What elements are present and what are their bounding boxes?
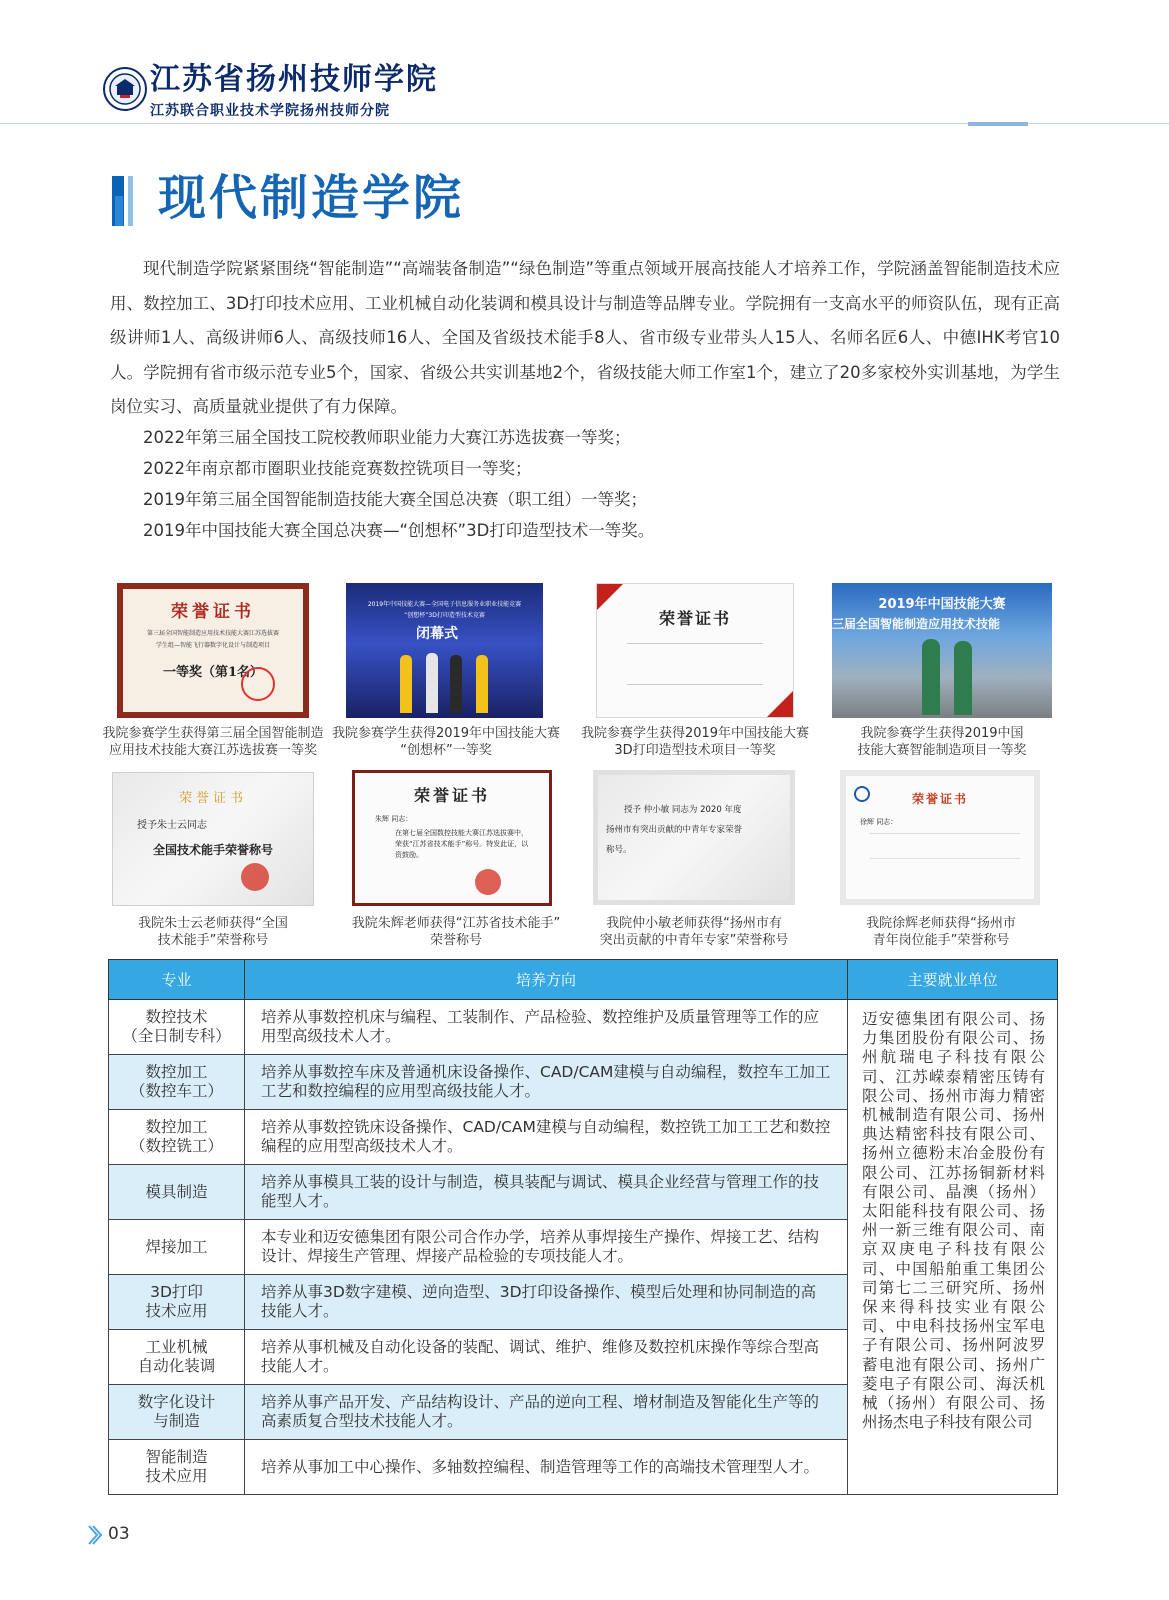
caption-line: 应用技术技能大赛江苏选拔赛一等奖 [108, 743, 317, 758]
photo-caption [826, 915, 1056, 949]
title-marker-light [128, 176, 133, 226]
cert-text-lines [870, 833, 1020, 859]
award-item: 2022年第三届全国技工院校教师职业能力大赛江苏选拔赛一等奖； [143, 428, 631, 447]
people-figures [476, 655, 488, 713]
caption-line: 3D打印造型技术项目一等奖 [614, 743, 776, 758]
major-name: 数控加工 [145, 1063, 208, 1081]
photo-certificate-5 [112, 772, 314, 906]
cert-line: 学生组—智能飞行器数字化设计与制造项目 [155, 642, 270, 649]
school-subtitle: 江苏联合职业技术学院扬州技师分院 [150, 103, 390, 119]
cert-name: 朱辉 同志： [375, 815, 413, 823]
caption-line: 技能大赛智能制造项目一等奖 [857, 743, 1027, 758]
major-name: 模具制造 [145, 1182, 208, 1201]
photo-caption [331, 725, 561, 759]
column-header: 主要就业单位 [848, 960, 1058, 1000]
major-name: 数控技术 [145, 1008, 208, 1026]
major-cell [109, 1330, 245, 1385]
photo-certificate-3 [596, 583, 794, 718]
cert-name: 徐辉 同志： [860, 818, 898, 826]
direction-cell: 培养从事数控车床及普通机床设备操作、CAD/CAM建模与自动编程，数控车工加工工艺和数控编程的应用型高级技能人才。 [245, 1055, 848, 1110]
caption-line: 技术能手”荣誉称号 [157, 933, 269, 948]
direction-cell: 培养从事数控铣床设备操作、CAD/CAM建模与自动编程，数控铣工加工工艺和数控编程的应用型高级技术人才。 [245, 1110, 848, 1165]
direction-cell: 培养从事机械及自动化设备的装配、调试、维护、维修及数控机床操作等综合型高技能人才。 [245, 1330, 848, 1385]
employers-cell: 迈安德集团有限公司、扬力集团股份有限公司、扬州航瑞电子科技有限公司、江苏嵘泰精密压铸有限公司、扬州市海力精密机械制造有限公司、扬州典达精密科技有限公司、扬州立德粉末冶金股份有限公司、江苏扬铜新材料有限公司、晶澳（扬州）太阳能科技有限公司、扬州一新三维有限公司、南京双庚电子科技有限公司、中国船舶重工集团公司第七二三研究所、扬州保来得科技实业有限公司、中电科技扬州宝军电子有限公司、扬州阿波罗蓄电池有限公司、扬州广菱电子有限公司、海沃机械（扬州）有限公司、扬州扬杰电子科技有限公司 [848, 1000, 1058, 1495]
banner-text: 2019年中国技能大赛 [878, 597, 1006, 612]
cert-honor: 全国技术能手荣誉称号 [152, 843, 273, 857]
photo-caption [98, 725, 328, 759]
intro-paragraph: 现代制造学院紧紧围绕“智能制造”“高端装备制造”“绿色制造”等重点领域开展高技能人才培养工作，学院涵盖智能制造技术应用、数控加工、3D打印技术应用、工业机械自动化装调和模具设计与制造等品牌专业。学院拥有一支高水平的师资队伍，现有正高级讲师1人、高级讲师6人、高级技师16人、全国及省级技术能手8人、省市级专业带头人15人、名师名匠6人、中德IHK考官10人。学院拥有省市级示范专业5个，国家、省级公共实训基地2个，省级技能大师工作室1个，建立了20多家校外实训基地，为学生岗位实习、高质量就业提供了有力保障。 [110, 259, 1060, 416]
column-header: 专业 [109, 960, 245, 1000]
photo-caption [579, 915, 809, 949]
people-figures [426, 653, 438, 713]
major-name-sub: （数控车工） [129, 1082, 223, 1100]
photo-caption [580, 725, 810, 759]
page-number: 03 [108, 1524, 130, 1544]
major-name: 数字化设计 [137, 1393, 216, 1411]
direction-cell: 培养从事模具工装的设计与制造，模具装配与调试、模具企业经营与管理工作的技能型人才。 [245, 1165, 848, 1220]
photo-certificate-7 [593, 770, 795, 905]
direction-cell: 培养从事产品开发、产品结构设计、产品的逆向工程、增材制造及智能化生产等的高素质复合型技术技能人才。 [245, 1385, 848, 1440]
cert-title: 荣誉证书 [413, 786, 490, 805]
cert-line: 扬州市有突出贡献的中青年专家荣誉 [606, 825, 743, 835]
column-header: 培养方向 [245, 960, 848, 1000]
cert-line: 称号。 [606, 845, 632, 855]
table-header-row [109, 960, 1058, 1000]
major-name-sub: 与制造 [153, 1412, 200, 1430]
award-item: 2019年第三届全国智能制造技能大赛全国总决赛（职工组）一等奖； [143, 490, 647, 509]
closing-text: 闭幕式 [416, 626, 458, 642]
section-title: 现代制造学院 [158, 170, 465, 226]
cert-title: 荣誉证书 [911, 792, 968, 806]
direction-cell: 培养从事数控机床与编程、工装制作、产品检验、数控维护及质量管理等工作的应用型高级技术人才。 [245, 1000, 848, 1055]
direction-cell: 培养从事3D数字建模、逆向造型、3D打印设备操作、模型后处理和协同制造的高技能人才。 [245, 1275, 848, 1330]
banner-text: “创想杯”3D打印造型技术竞赛 [404, 612, 485, 619]
corner-decoration [767, 691, 793, 717]
page-header [0, 0, 1169, 130]
caption-line: 我院参赛学生获得2019年中国技能大赛 [331, 726, 561, 741]
major-name-sub: 自动化装调 [137, 1357, 216, 1375]
cert-title: 荣誉证书 [171, 602, 255, 622]
major-cell [109, 1110, 245, 1165]
people-figures [922, 639, 940, 715]
photo-certificate-1 [117, 583, 309, 718]
major-name: 3D打印 [150, 1283, 203, 1301]
photo-caption [827, 725, 1057, 759]
major-name-sub: 技术应用 [145, 1467, 208, 1485]
cert-title: 荣誉证书 [658, 609, 731, 628]
caption-line: 我院参赛学生获得第三届全国智能制造 [102, 726, 324, 741]
cert-line: 授予 仲小敏 同志为 2020 年度 [624, 805, 742, 815]
major-name: 数控加工 [145, 1118, 208, 1136]
corner-decoration [597, 584, 623, 610]
photo-caption [98, 915, 328, 949]
header-accent-bar [968, 122, 1028, 126]
major-cell [109, 1055, 245, 1110]
photo-caption [341, 915, 571, 949]
caption-line: 我院朱辉老师获得“江苏省技术能手” [351, 916, 561, 931]
caption-line: 荣誉称号 [429, 933, 482, 948]
photo-closing-ceremony [346, 583, 543, 718]
banner-text: 2019年中国技能大赛—全国电子信息服务业职业技能竞赛 [367, 601, 522, 608]
direction-cell: 培养从事加工中心操作、多轴数控编程、制造管理等工作的高端技术管理型人才。 [245, 1440, 848, 1495]
award-item: 2019年中国技能大赛全国总决赛—“创想杯”3D打印造型技术一等奖。 [143, 521, 655, 540]
seal-icon [241, 863, 269, 891]
title-marker-inner [115, 196, 123, 226]
major-cell [109, 1220, 245, 1275]
major-name: 工业机械 [145, 1338, 208, 1356]
direction-cell: 本专业和迈安德集团有限公司合作办学，培养从事焊接生产操作、焊接工艺、结构设计、焊接生产管理、焊接产品检验的专项技能人才。 [245, 1220, 848, 1275]
cert-awardee: 授予朱士云同志 [137, 820, 207, 831]
caption-line: 我院徐辉老师获得“扬州市 [866, 916, 1016, 931]
major-name: 智能制造 [145, 1448, 208, 1466]
major-cell [109, 1275, 245, 1330]
major-cell [109, 1385, 245, 1440]
cert-line: 第三届全国智能制造应用技术技能大赛江苏选拔赛 [146, 630, 279, 637]
people-figures [400, 655, 412, 713]
cert-text-lines [627, 643, 763, 685]
cert-title: 荣誉证书 [178, 791, 247, 806]
cert-prize: 一等奖（第1名） [162, 665, 264, 680]
chevron-right-icon [86, 1524, 102, 1546]
major-cell [109, 1000, 245, 1055]
award-item: 2022年南京都市圈职业技能竞赛数控铣项目一等奖； [143, 459, 532, 478]
school-name: 江苏省扬州技师学院 [150, 62, 438, 97]
cert-body: 在第七届全国数控技能大赛江苏选拔赛中，荣获“江苏省技术能手”称号。特发此证，以资鼓励。 [395, 829, 529, 859]
caption-line: “创想杯”一等奖 [400, 743, 492, 758]
photo-students-outdoor [832, 583, 1052, 718]
caption-line: 我院参赛学生获得2019中国 [860, 726, 1024, 741]
photo-certificate-6 [352, 770, 552, 906]
major-cell [109, 1440, 245, 1495]
major-name-sub: （全日制专科） [122, 1027, 231, 1045]
caption-line: 我院朱士云老师获得“全国 [138, 916, 288, 931]
major-cell [109, 1165, 245, 1220]
table-row [109, 1000, 1058, 1055]
banner-text: 三届全国智能制造应用技术技能 [832, 617, 1001, 631]
caption-line: 我院仲小敏老师获得“扬州市有 [606, 916, 782, 931]
people-figures [450, 655, 462, 713]
seal-icon [241, 667, 275, 701]
caption-line: 青年岗位能手”荣誉称号 [872, 933, 1010, 948]
people-figures [954, 641, 972, 715]
major-name-sub: 技术应用 [145, 1302, 208, 1320]
caption-line: 我院参赛学生获得2019年中国技能大赛 [580, 726, 810, 741]
awards-list [110, 422, 1060, 546]
caption-line: 突出贡献的中青年专家”荣誉称号 [599, 933, 789, 948]
photo-certificate-8 [840, 770, 1040, 905]
major-name: 焊接加工 [145, 1237, 208, 1256]
school-emblem-icon [102, 66, 148, 112]
majors-table [108, 959, 1058, 1495]
cert-logo-icon [854, 786, 870, 802]
major-name-sub: （数控铣工） [129, 1137, 223, 1155]
seal-icon [475, 869, 501, 895]
